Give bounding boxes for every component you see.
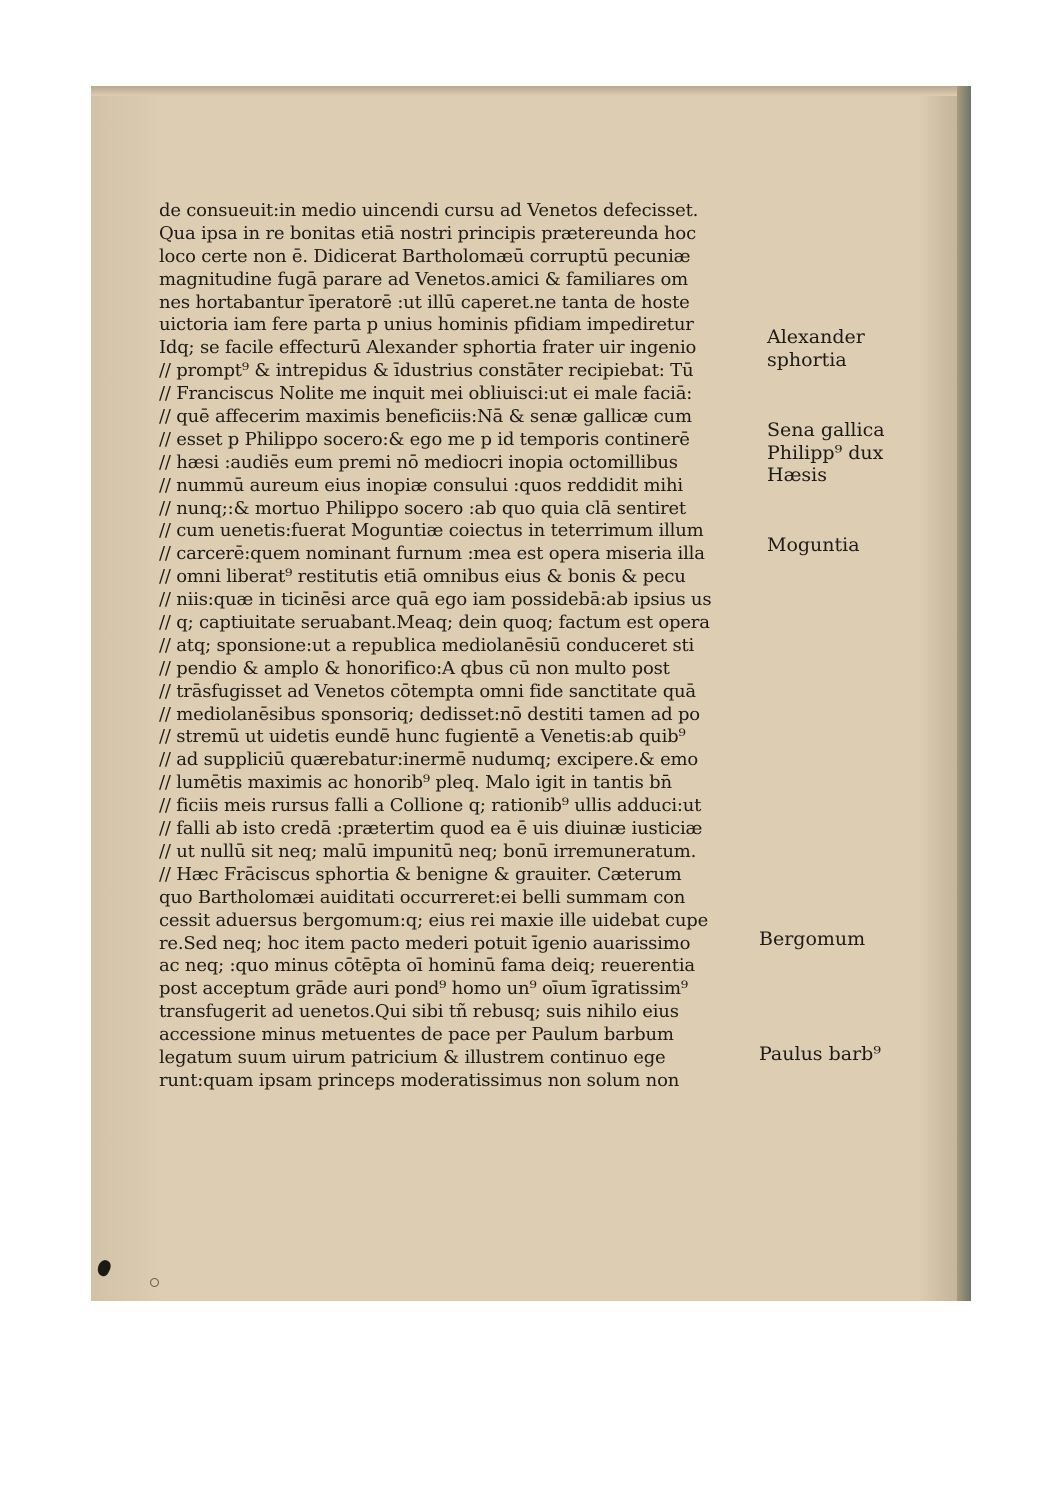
margin-note-philippus-dux: Philipp⁹ dux	[767, 442, 884, 464]
text-line: // Franciscus Nolite me inquit mei obliuisci:ut ei male faciā:	[159, 383, 693, 405]
text-line: nes hortabantur īperatorē :ut illū caperet.ne tanta de hoste	[159, 291, 690, 313]
text-line: runt:quam ipsam princeps moderatissimus non solum non	[159, 1069, 680, 1091]
text-line: // carcerē:quem nominant furnum :mea est opera miseria illa	[159, 543, 705, 565]
text-line: // ficiis meis rursus falli a Collione q; rationib⁹ ullis adduci:ut	[159, 795, 702, 817]
page-binding-edge	[957, 86, 971, 1301]
text-line: // pendio & amplo & honorifico:A qbus cū non multo post	[159, 657, 670, 679]
text-line: // nummū aureum eius inopiæ consului :quos reddidit mihi	[159, 474, 683, 496]
margin-note-sena-gallica: Sena gallica	[767, 419, 885, 441]
text-line: // esset p Philippo socero:& ego me p id temporis continerē	[159, 428, 690, 450]
text-line: // ut nullū sit neq; malū impunitū neq; bonū irremuneratum.	[159, 840, 697, 862]
text-line: // lumētis maximis ac honorib⁹ pleq. Malo igit in tantis bn̄	[159, 772, 672, 794]
text-line: re.Sed neq; hoc item pacto mederi potuit īgenio auarissimo	[159, 932, 691, 954]
margin-note-alexander: Alexander	[767, 326, 865, 348]
text-line: // quē affecerim maximis beneficiis:Nā & senæ gallicæ cum	[159, 406, 692, 428]
text-line: // mediolanēsibus sponsoriq; dedisset:nō destiti tamen ad po	[159, 703, 700, 725]
text-line: // ad suppliciū quærebatur:inermē nudumq; excipere.& emo	[159, 749, 699, 771]
text-line: // falli ab isto credā :prætertim quod ea ē uis diuinæ iusticiæ	[159, 818, 703, 840]
text-line: loco certe non ē. Didicerat Bartholomæū corruptū pecuniæ	[159, 245, 691, 267]
text-line: uictoria iam fere parta p unius hominis pfidiam impediretur	[159, 314, 694, 336]
text-line: cessit aduersus bergomum:q; eius rei maxie ille uidebat cupe	[159, 909, 709, 931]
text-line: // Hæc Frāciscus sphortia & benigne & grauiter. Cæterum	[159, 863, 682, 885]
text-line: legatum suum uirum patricium & illustrem continuo ege	[159, 1046, 666, 1068]
text-line: // trāsfugisset ad Venetos cōtempta omni fide sanctitate quā	[159, 680, 696, 702]
margin-note-haesis: Hæsis	[767, 464, 828, 486]
text-line: quo Bartholomæi auiditati occurreret:ei belli summam con	[159, 886, 686, 908]
text-line: // atq; sponsione:ut a republica mediolanēsiū conduceret sti	[159, 634, 695, 656]
ink-blot	[95, 1258, 113, 1278]
text-line: post acceptum grāde auri pond⁹ homo un⁹ oīum īgratissim⁹	[159, 978, 688, 1000]
text-line: Idq; se facile effecturū Alexander sphortia frater uir ingenio	[159, 337, 697, 359]
margin-note-bergomum: Bergomum	[759, 928, 866, 950]
text-line: // prompt⁹ & intrepidus & īdustrius constāter recipiebat: Tū	[159, 360, 694, 382]
text-line: // niis:quæ in ticinēsi arce quā ego iam possidebā:ab ipsius us	[159, 589, 712, 611]
text-line: // omni liberat⁹ restitutis etiā omnibus eius & bonis & pecu	[159, 566, 686, 588]
main-text-block	[159, 200, 759, 1093]
margin-note-moguntia: Moguntia	[767, 534, 860, 556]
text-line: de consueuit:in medio uincendi cursu ad Venetos defecisset.	[159, 200, 699, 221]
text-line: Qua ipsa in re bonitas etiā nostri principis prætereunda hoc	[159, 222, 696, 244]
text-line: // stremū ut uidetis eundē hunc fugientē a Venetis:ab quib⁹	[159, 726, 686, 748]
text-line: ac neq; :quo minus cōtēpta oī hominū fama deiq; reuerentia	[159, 955, 695, 977]
scanned-page	[91, 86, 971, 1301]
text-line: // q; captiuitate seruabant.Meaq; dein quoq; factum est opera	[159, 612, 710, 634]
text-line: // nunq;:& mortuo Philippo socero :ab quo quia clā sentiret	[159, 497, 686, 519]
text-line: // hæsi :audiēs eum premi nō mediocri inopia octomillibus	[159, 451, 678, 473]
text-line: magnitudine fugā parare ad Venetos.amici & familiares om	[159, 268, 689, 290]
page-top-edge	[91, 86, 971, 96]
ink-ring-mark	[150, 1278, 159, 1287]
margin-note-paulus-barb: Paulus barb⁹	[759, 1043, 881, 1065]
margin-note-sphortia: sphortia	[767, 349, 847, 371]
text-line: transfugerit ad uenetos.Qui sibi tñ rebusq; suis nihilo eius	[159, 1001, 679, 1023]
text-line: accessione minus metuentes de pace per Paulum barbum	[159, 1024, 674, 1046]
text-line: // cum uenetis:fuerat Moguntiæ coiectus in teterrimum illum	[159, 520, 704, 542]
